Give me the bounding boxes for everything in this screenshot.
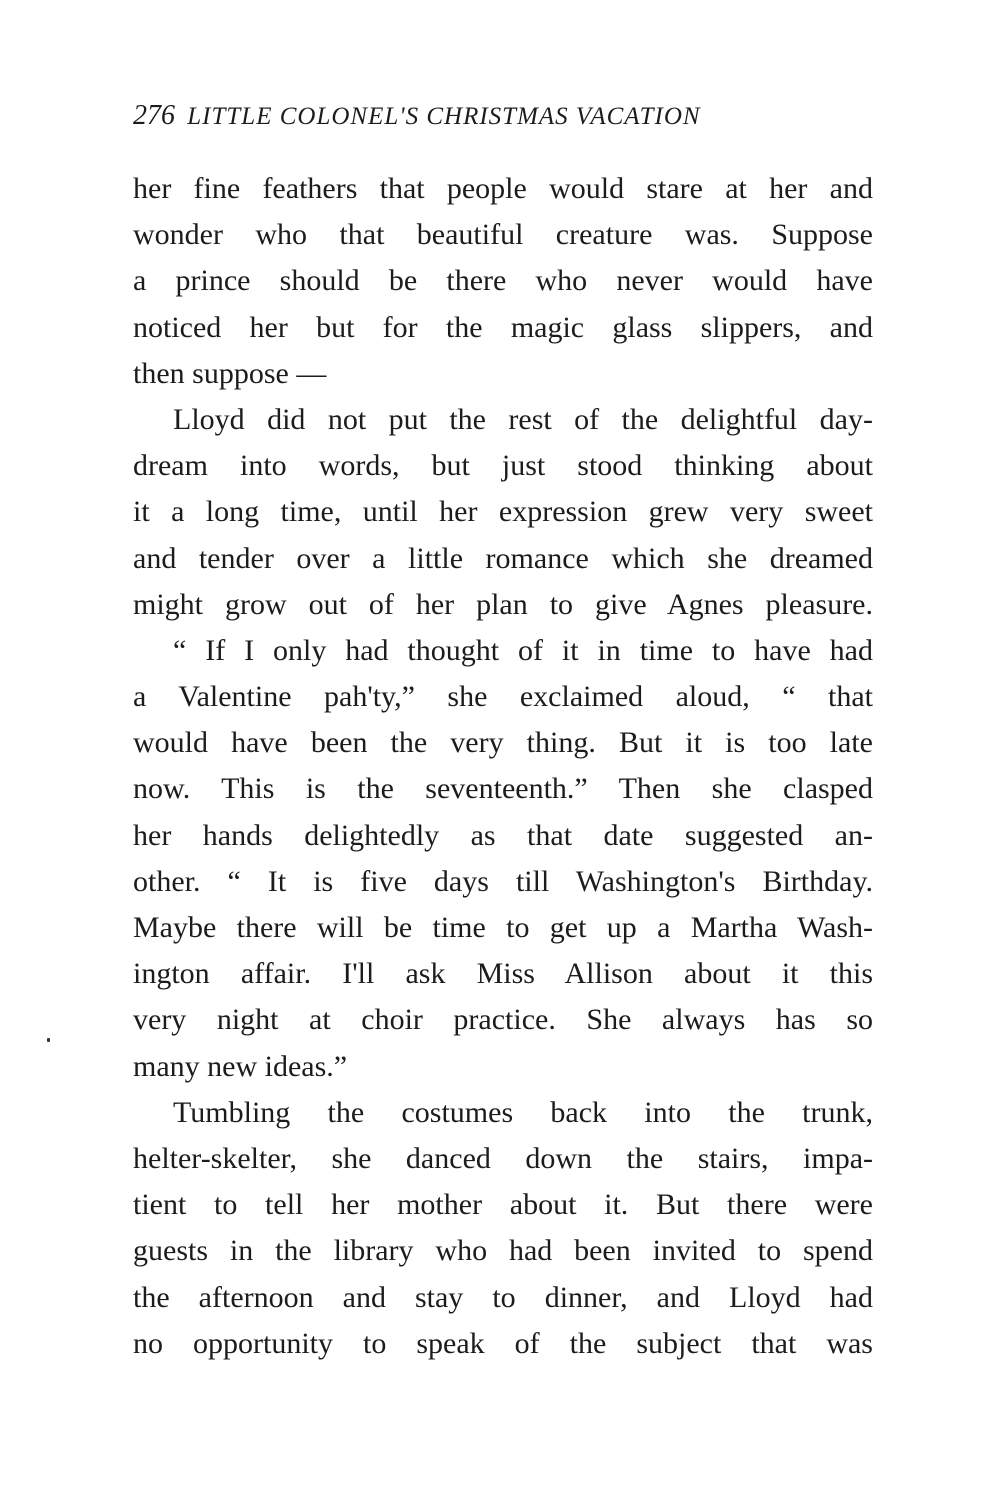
text-line: a Valentine pah'ty,” she exclaimed aloud, “ that [133, 680, 873, 714]
text-line: Maybe there will be time to get up a Martha Wash- [133, 911, 873, 944]
text-line: might grow out of her plan to give Agnes pleasure. [133, 587, 873, 621]
text-line: ington affair. I'll ask Miss Allison about it this [133, 957, 873, 991]
text-line: then suppose — [133, 356, 327, 390]
running-title: LITTLE COLONEL'S CHRISTMAS VACATION [187, 103, 701, 130]
text-line: many new ideas.” [133, 1049, 348, 1083]
text-line: tient to tell her mother about it. But there were [133, 1188, 873, 1222]
text-line: very night at choir practice. She always has so [133, 1003, 873, 1037]
text-line: guests in the library who had been invited to spend [133, 1234, 873, 1268]
text-line: it a long time, until her expression grew very sweet [133, 495, 873, 529]
text-line: Tumbling the costumes back into the trunk, [173, 1095, 873, 1129]
page-number: 276 [133, 100, 175, 131]
body-text [133, 166, 873, 1367]
ink-speck [47, 1038, 50, 1042]
text-line: dream into words, but just stood thinking about [133, 449, 873, 483]
text-line: would have been the very thing. But it is too late [133, 726, 873, 760]
text-line: other. “ It is five days till Washington's Birthday. [133, 864, 873, 898]
text-line: wonder who that beautiful creature was. Suppose [133, 218, 873, 252]
text-line: and tender over a little romance which she dreamed [133, 541, 873, 575]
text-line: no opportunity to speak of the subject that was [133, 1326, 873, 1360]
text-line: noticed her but for the magic glass slippers, and [133, 310, 873, 344]
text-line: Lloyd did not put the rest of the delightful day- [173, 402, 873, 436]
text-line: the afternoon and stay to dinner, and Lloyd had [133, 1280, 873, 1314]
running-header [133, 96, 873, 136]
text-line: her hands delightedly as that date suggested an- [133, 818, 873, 852]
text-line: “ If I only had thought of it in time to have had [173, 633, 873, 667]
text-line: helter-skelter, she danced down the stairs, impa- [133, 1141, 873, 1175]
text-line: now. This is the seventeenth.” Then she clasped [133, 772, 873, 806]
text-line: a prince should be there who never would have [133, 264, 873, 298]
text-line: her fine feathers that people would stare at her and [133, 172, 873, 205]
